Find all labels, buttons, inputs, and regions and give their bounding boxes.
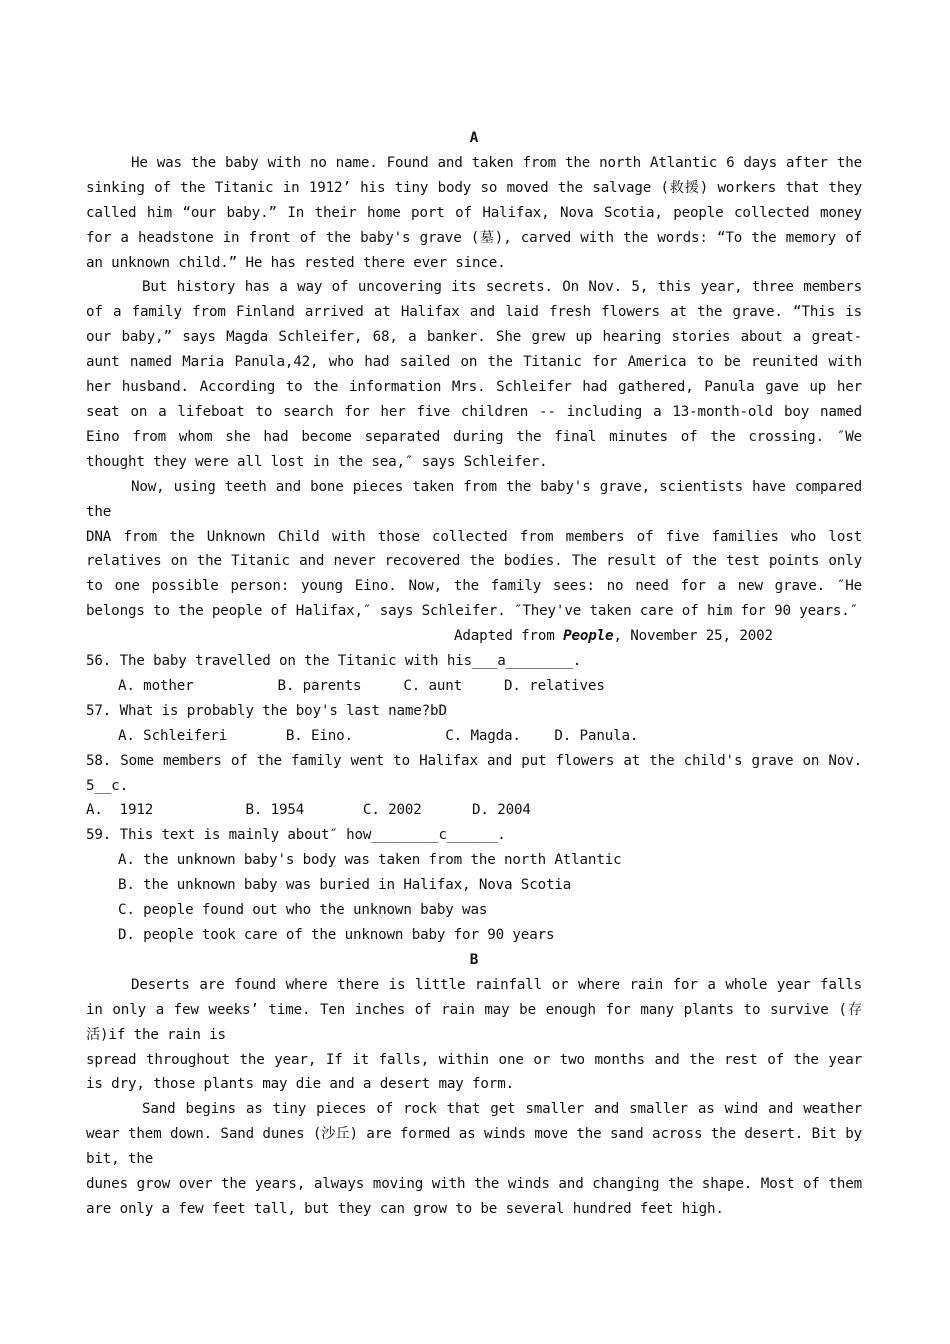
- source-date: , November 25, 2002: [613, 628, 773, 645]
- passage-a-paragraph-3a: Now, using teeth and bone pieces taken from the baby's grave, scientists have compared the: [86, 478, 862, 520]
- source-prefix: Adapted from: [454, 628, 564, 645]
- question-57: 57. What is probably the boy's last name?bD: [86, 702, 447, 719]
- question-59: 59. This text is mainly about″ how________c______.: [86, 827, 506, 844]
- question-57-options: A. Schleiferi B. Eino. C. Magda. D. Panula.: [118, 727, 639, 744]
- passage-b-paragraph-2a: Sand begins as tiny pieces of rock that get smaller and smaller as wind and weather wear them down. Sand dunes (沙丘) are formed as winds move the sand across the desert. Bit by bit, the: [86, 1101, 862, 1168]
- question-56-options: A. mother B. parents C. aunt D. relatives: [118, 677, 605, 694]
- source-title: People: [563, 628, 614, 645]
- passage-b-title: B: [469, 951, 479, 968]
- question-59-option-c: C. people found out who the unknown baby was: [118, 902, 488, 919]
- passage-a-paragraph-1: He was the baby with no name. Found and taken from the north Atlantic 6 days after the sinking of the Titanic in 1912’ his tiny body so moved the salvage (救援) workers that they called him “our baby.” In their home port of Halifax, Nova Scotia, people collected money for a headstone in front of the baby's grave (墓), carved with the words: “To the memory of an unknown child.” He has rested there ever since.: [86, 154, 862, 271]
- passage-b-paragraph-1a: Deserts are found where there is little rainfall or where rain for a whole year falls in only a few weeks’ time. Ten inches of rain may be enough for many plants to survive (存活)if the rain is: [86, 976, 862, 1043]
- question-56: 56. The baby travelled on the Titanic with his___a________.: [86, 653, 582, 670]
- passage-a-paragraph-3b: DNA from the Unknown Child with those collected from members of five families who lost relatives on the Titanic and never recovered the bodies. The result of the test points only to one possible person: young Eino. Now, the family sees: no need for a new grave. ″He belongs to the people of Halifax,″ says Schleifer. ″They've taken care of him for 90 years.″: [86, 528, 862, 620]
- question-58: 58. Some members of the family went to Halifax and put flowers at the child's grave on Nov. 5__c.: [86, 752, 862, 794]
- question-59-option-a: A. the unknown baby's body was taken from the north Atlantic: [118, 852, 622, 869]
- passage-a-title: A: [469, 130, 479, 146]
- source-citation: [86, 624, 862, 649]
- question-59-option-b: B. the unknown baby was buried in Halifax, Nova Scotia: [118, 877, 572, 894]
- question-59-option-d: D. people took care of the unknown baby for 90 years: [118, 927, 555, 943]
- passage-b-paragraph-2b: dunes grow over the years, always moving with the winds and changing the shape. Most of them are only a few feet tall, but they can grow to be several hundred feet high.: [86, 1176, 862, 1217]
- question-58-options: A. 1912 B. 1954 C. 2002 D. 2004: [86, 802, 531, 819]
- document-page: [86, 126, 862, 1222]
- passage-b-paragraph-1b: spread throughout the year, If it falls, within one or two months and the rest of the year is dry, those plants may die and a desert may form.: [86, 1051, 862, 1093]
- passage-a-paragraph-2: But history has a way of uncovering its secrets. On Nov. 5, this year, three members of a family from Finland arrived at Halifax and laid fresh flowers at the grave. “This is our baby,” says Magda Schleifer, 68, a banker. She grew up hearing stories about a great-aunt named Maria Panula,42, who had sailed on the Titanic for America to be reunited with her husband. According to the information Mrs. Schleifer had gathered, Panula gave up her seat on a lifeboat to search for her five children -- including a 13-month-old boy named Eino from whom she had become separated during the final minutes of the crossing. ″We thought they were all lost in the sea,″ says Schleifer.: [86, 279, 862, 470]
